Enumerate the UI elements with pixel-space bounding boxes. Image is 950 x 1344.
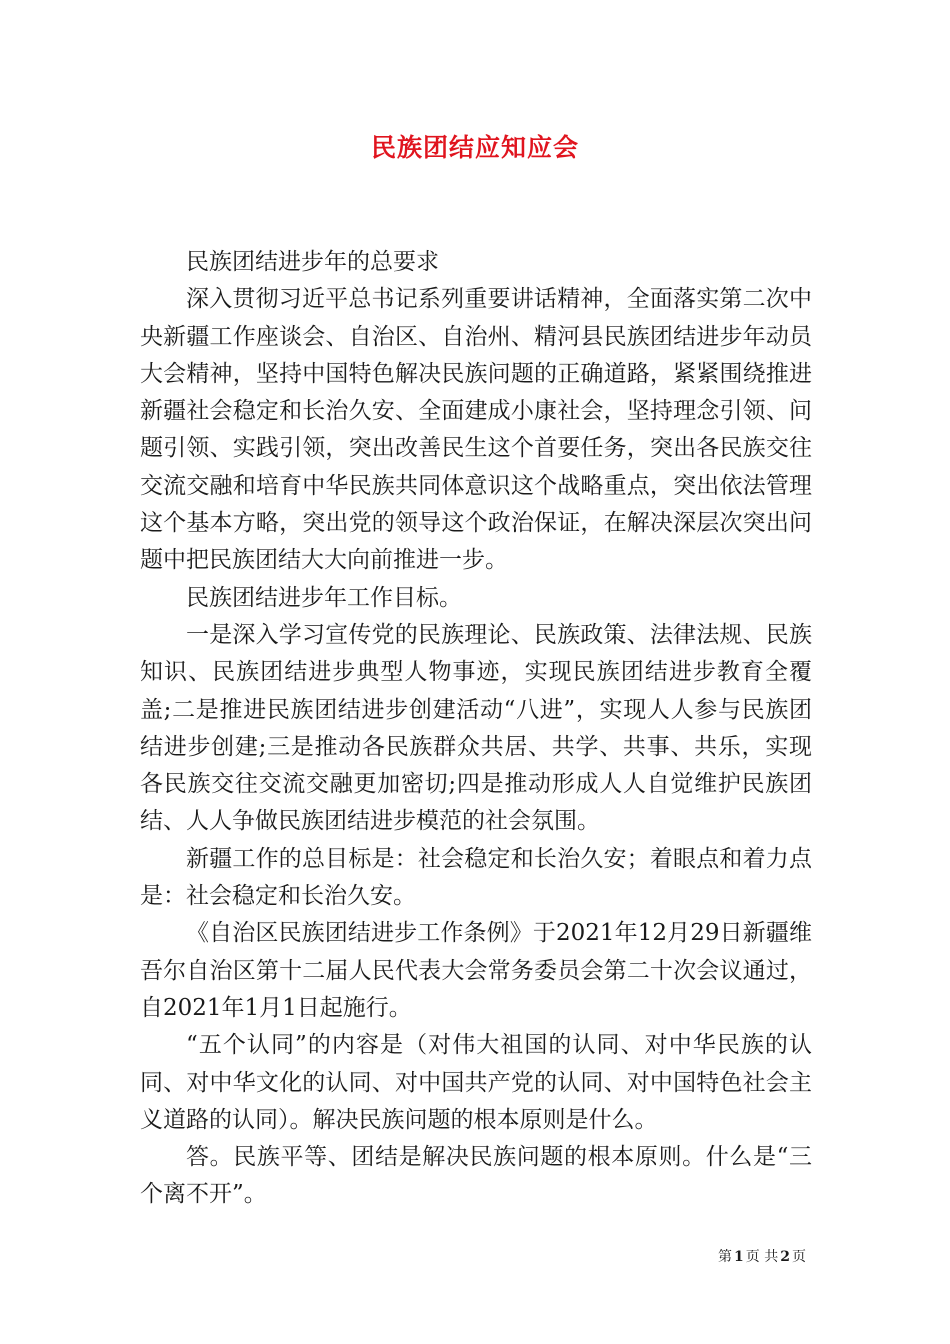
paragraph-work-goals: 一是深入学习宣传党的民族理论、民族政策、法律法规、民族知识、民族团结进步典型人物事迹，实现民族团结进步教育全覆盖;二是推进民族团结进步创建活动“八进”，实现人人参与民族团结进步创建;三是推动各民族群众共居、共学、共事、共乐，实现各民族交往交流交融更加密切;四是推动形成人人自觉维护民族团结、人人争做民族团结进步模范的社会氛围。 bbox=[140, 621, 812, 835]
paragraph-regulation: 《自治区民族团结进步工作条例》于2021年12月29日新疆维吾尔自治区第十二届人民代表大会常务委员会第二十次会议通过，自2021年1月1日起施行。 bbox=[140, 920, 812, 1021]
footer-middle: 页 共 bbox=[745, 1249, 779, 1265]
paragraph-general-requirement-heading: 民族团结进步年的总要求 bbox=[186, 249, 439, 275]
total-page-number: 2 bbox=[780, 1249, 790, 1265]
paragraph-xinjiang-goal: 新疆工作的总目标是：社会稳定和长治久安；着眼点和着力点是：社会稳定和长治久安。 bbox=[140, 845, 812, 910]
footer-suffix: 页 bbox=[792, 1249, 806, 1265]
document-body bbox=[140, 244, 812, 1214]
paragraph-answer: 答。民族平等、团结是解决民族问题的根本原则。什么是“三个离不开”。 bbox=[140, 1144, 812, 1208]
document-title: 民族团结应知应会 bbox=[370, 133, 579, 162]
paragraph-general-requirement: 深入贯彻习近平总书记系列重要讲话精神，全面落实第二次中央新疆工作座谈会、自治区、自治州、精河县民族团结进步年动员大会精神，坚持中国特色解决民族问题的正确道路，紧紧围绕推进新疆社会稳定和长治久安、全面建成小康社会，坚持理念引领、问题引领、实践引领，突出改善民生这个首要任务，突出各民族交往交流交融和培育中华民族共同体意识这个战略重点，突出依法管理这个基本方略，突出党的领导这个政治保证，在解决深层次突出问题中把民族团结大大向前推进一步。 bbox=[140, 286, 812, 574]
footer-prefix: 第 bbox=[718, 1249, 733, 1265]
paragraph-work-goals-heading: 民族团结进步年工作目标。 bbox=[186, 584, 462, 611]
paragraph-five-identities: “五个认同”的内容是（对伟大祖国的认同、对中华民族的认同、对中华文化的认同、对中国共产党的认同、对中国特色社会主义道路的认同）。解决民族问题的根本原则是什么。 bbox=[140, 1032, 812, 1133]
current-page-number: 1 bbox=[734, 1249, 744, 1265]
page-number-footer bbox=[718, 1247, 806, 1267]
